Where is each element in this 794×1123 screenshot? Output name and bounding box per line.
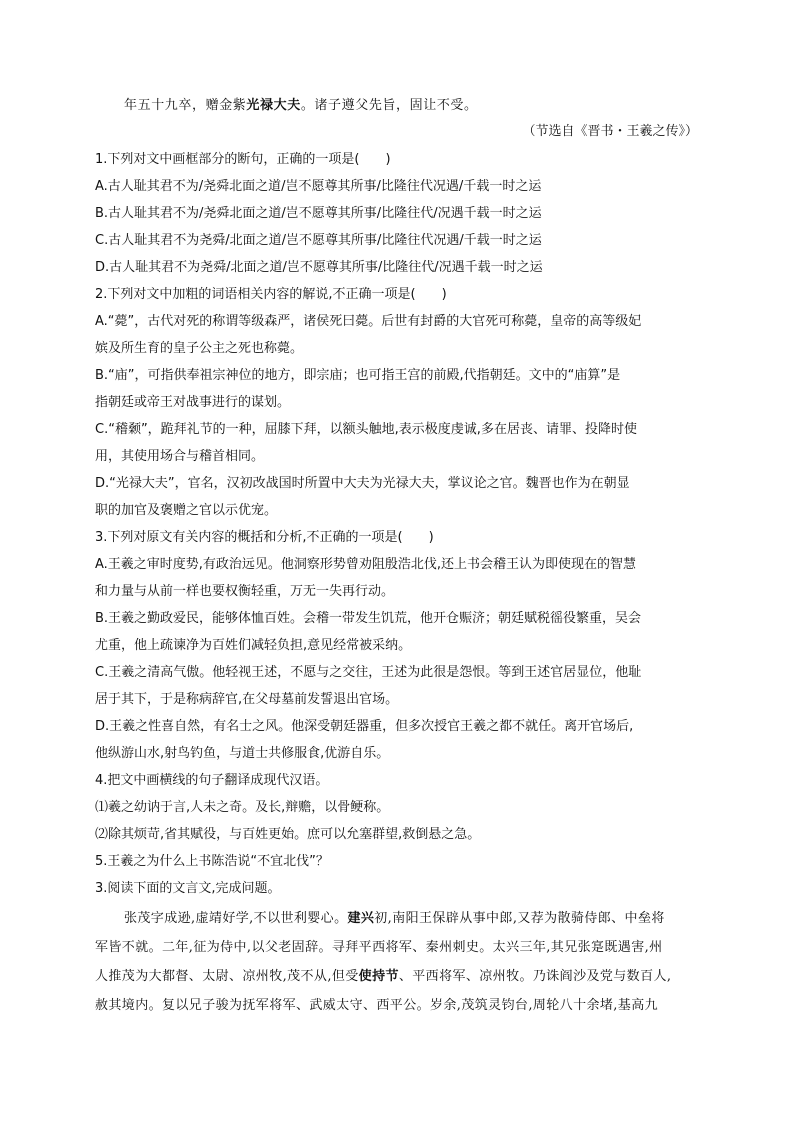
passage-text: 年五十九卒，赠金紫 — [124, 98, 247, 113]
question-3-stem: 3.下列对原文有关内容的概括和分析,不正确的一项是( ) — [95, 530, 434, 545]
question-3-option-a: A.王羲之审时度势,有政治远见。他洞察形势曾劝阻殷浩北伐,还上书会稽王认为即使现在的智慧 — [95, 557, 637, 572]
question-1-stem: 1.下列对文中画框部分的断句，正确的一项是( ) — [95, 152, 391, 167]
question-4-stem: 4.把文中画横线的句子翻译成现代汉语。 — [95, 773, 329, 788]
question-3-option-b-cont: 尤重，他上疏谏净为百姓们减轻负担,意见经常被采纳。 — [95, 638, 412, 653]
question-3-option-c-cont: 居于其下，于是称病辞官,在父母墓前发誓退出官场。 — [95, 692, 399, 707]
question-3-option-c: C.王羲之清高气傲。他轻视王述，不愿与之交往，王述为此很是怨恨。等到王述官居显位，他耻 — [95, 665, 642, 680]
question-2-option-d-cont: 职的加官及褒赠之官以示优宠。 — [95, 503, 278, 518]
passage-text: 人推茂为大都督、太尉、凉州牧,茂不从,但受 — [95, 969, 359, 984]
question-2-option-d: D.“光禄大夫”，官名，汉初改战国时所置中大夫为光禄大夫，掌议论之官。魏晋也作为在朝显 — [95, 476, 630, 491]
question-3-option-b: B.王羲之勤政爱民，能够体恤百姓。会稽一带发生饥荒，他开仓赈济；朝廷赋税徭役繁重，吴会 — [95, 611, 642, 626]
section-3-passage-line — [124, 909, 665, 929]
passage-bold-term: 建兴 — [347, 911, 375, 926]
question-3-option-d: D.王羲之性喜自然，有名士之风。他深受朝廷器重，但多次授官王羲之都不就任。离开官场后, — [95, 719, 634, 734]
question-2-option-b-cont: 指朝廷或帝王对战事进行的谋划。 — [95, 395, 291, 410]
passage-text: 。诸子遵父先旨，固让不受。 — [300, 98, 478, 113]
question-1-option-b: B.古人耻其君不为/尧舜北面之道/岂不愿尊其所事/比隆往代/况遇千载一时之运 — [95, 206, 542, 221]
question-2-option-a: A.“薨”，古代对死的称谓等级森严，诸侯死曰薨。后世有封爵的大官死可称薨，皇帝的高等级妃 — [95, 314, 642, 329]
question-1-option-c: C.古人耻其君不为尧舜/北面之道/岂不愿尊其所事/比隆往代况遇/千载一时之运 — [95, 233, 542, 248]
question-2-option-c: C.“稽颡”，跪拜礼节的一种，屈膝下拜，以额头触地,表示极度虔诚,多在居丧、请罪、投降时使 — [95, 422, 637, 437]
passage-source: （节选自《晋书・王羲之传》） — [522, 124, 698, 139]
question-5-stem: 5.王羲之为什么上书陈浩说“不宜北伐”？ — [95, 854, 329, 869]
passage-paragraph — [124, 96, 478, 116]
section-3-title: 3.阅读下面的文言文,完成问题。 — [95, 881, 281, 896]
section-3-passage-line: 军皆不就。二年,征为侍中,以父老固辞。寻拜平西将军、秦州刺史。太兴三年,其兄张寔既遇害,州 — [95, 940, 663, 955]
passage-bold-term: 使持节 — [358, 969, 399, 984]
question-1-option-a: A.古人耻其君不为/尧舜北面之道/岂不愿尊其所事/比隆往代况遇/千载一时之运 — [95, 179, 542, 194]
question-2-option-a-cont: 嫔及所生育的皇子公主之死也称薨。 — [95, 341, 304, 356]
question-3-option-d-cont: 他纵游山水,射鸟钓鱼，与道士共修服食,优游自乐。 — [95, 746, 390, 761]
question-1-option-d: D.古人耻其君不为尧舜/北面之道/岂不愿尊其所事/比隆往代/况遇千载一时之运 — [95, 260, 543, 275]
passage-text: 、平西将军、凉州牧。乃诛阎沙及党与数百人, — [398, 969, 672, 984]
question-2-stem: 2.下列对文中加粗的词语相关内容的解说,不正确一项是( ) — [95, 287, 447, 302]
passage-text: 张茂字成逊,虚靖好学,不以世利婴心。 — [124, 911, 348, 926]
passage-bold-term: 光禄大夫 — [246, 98, 301, 113]
section-3-passage-line — [95, 967, 671, 987]
question-4-item-1: ⑴羲之幼讷于言,人未之奇。及长,辩赡，以骨鲠称。 — [95, 800, 390, 815]
question-4-item-2: ⑵除其烦苛,省其赋役，与百姓更始。庶可以允塞群望,救倒悬之急。 — [95, 827, 481, 842]
question-2-option-c-cont: 用，其使用场合与稽首相同。 — [95, 449, 265, 464]
passage-text: 初,南阳王保辟从事中郎,又荐为散骑侍郎、中垒将 — [374, 911, 665, 926]
question-3-option-a-cont: 和力量与从前一样也要权衡轻重，万无一失再行动。 — [95, 584, 395, 599]
question-2-option-b: B.“庙”，可指供奉祖宗神位的地方，即宗庙；也可指王宫的前殿,代指朝廷。文中的“庙算”是 — [95, 368, 621, 383]
section-3-passage-line: 赦其境内。复以兄子骏为抚军将军、武威太守、西平公。岁余,茂筑灵钧台,周轮八十余堵,基高九 — [95, 998, 658, 1013]
